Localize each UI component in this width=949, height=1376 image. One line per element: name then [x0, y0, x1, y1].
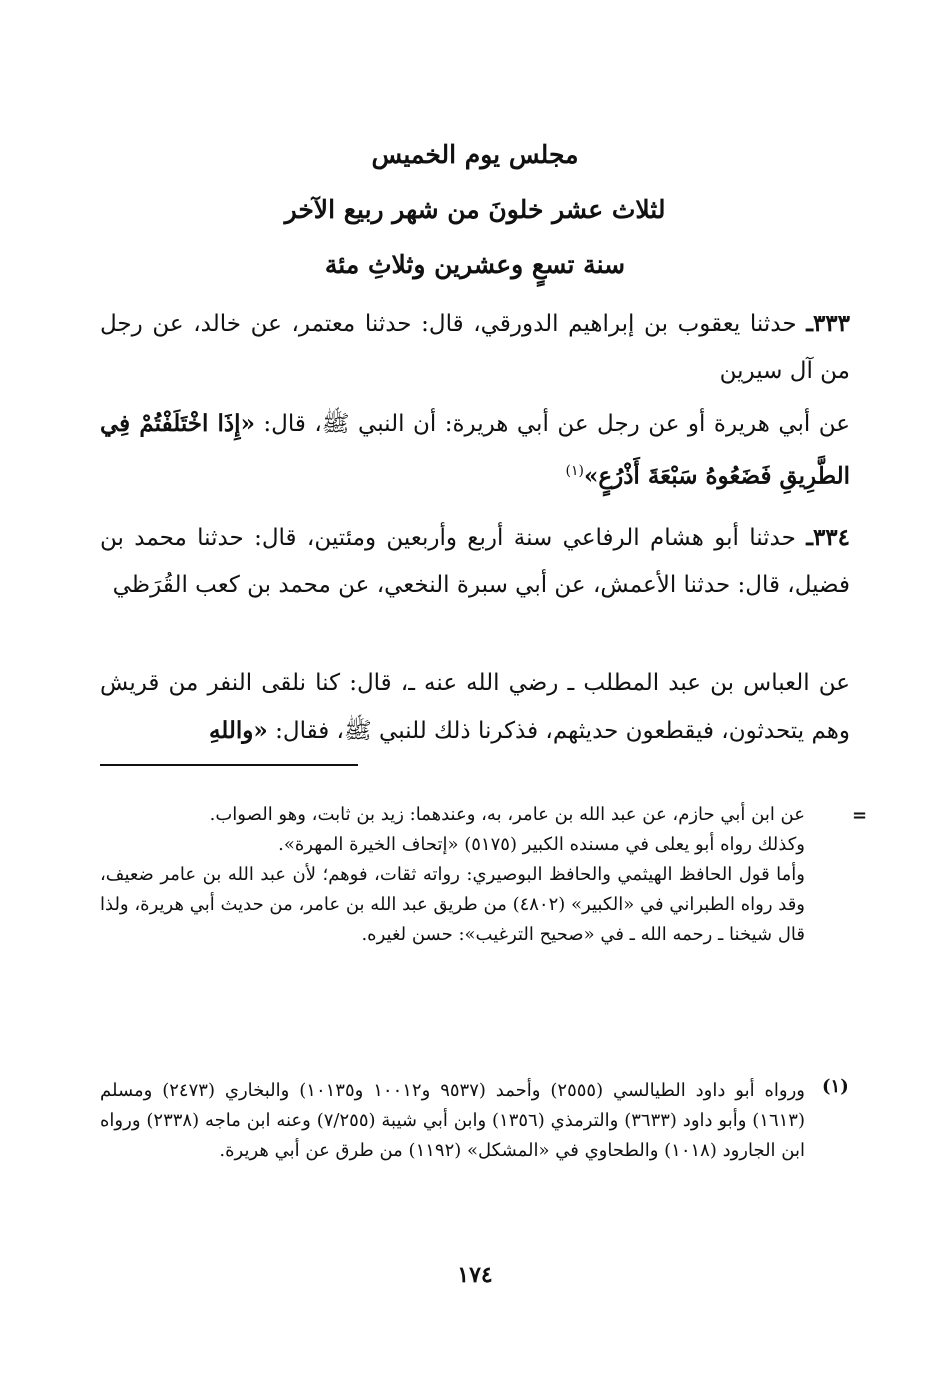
hadith-334-matn [100, 660, 850, 755]
hadith-number: ٣٣٤ـ [806, 524, 850, 551]
session-year: سنة تسعٍ وعشرين وثلاثِ مئة [324, 250, 626, 279]
footnote-continuation [100, 800, 805, 950]
prophetic-quote-start: «واللهِ [208, 717, 268, 744]
hadith-334-isnad [100, 514, 850, 609]
session-title: مجلس يوم الخميس [371, 140, 579, 169]
footnote-continuation-marker: = [852, 805, 868, 826]
footnote-divider [100, 764, 358, 766]
prophetic-quote: «إِذَا اخْتَلَفْتُمْ فِي الطَّرِيقِ فَضَعُوهُ سَبْعَةَ أَذْرُعٍ» [100, 410, 850, 490]
footnote-paragraph: وكذلك رواه أبو يعلى في مسنده الكبير (٥١٧٥) «إتحاف الخيرة المهرة». [278, 834, 805, 855]
hadith-matn-text: عن العباس بن عبد المطلب ـ رضي الله عنه ـ، قال: كنا نلقى النفر من قريش وهم يتحدثون، فيقطعون حديثهم، فذكرنا ذلك للنبي ﷺ، فقال: [100, 670, 850, 744]
hadith-333-isnad [100, 300, 850, 395]
hadith-333-matn [100, 400, 850, 501]
footnote-paragraph: وأما قول الحافظ الهيثمي والحافظ البوصيري: رواته ثقات، فوهم؛ لأن عبد الله بن عامر ضعيف، وقد رواه الطبراني في «الكبير» (٤٨٠٢) من طريق عبد الله بن عامر، من حديث أبي هريرة، ولذا قال شيخنا ـ رحمه الله ـ في «صحيح الترغيب»: حسن لغيره. [100, 864, 805, 945]
footnote-paragraph: عن ابن أبي حازم، عن عبد الله بن عامر، به، وعندهما: زيد بن ثابت، وهو الصواب. [209, 804, 805, 825]
hadith-isnad-text: حدثنا يعقوب بن إبراهيم الدورقي، قال: حدثنا معتمر، عن خالد، عن رجل من آل سيرين [100, 311, 850, 384]
footnote-reference: (١) [565, 463, 584, 479]
footnote-paragraph: ورواه أبو داود الطيالسي (٢٥٥٥) وأحمد (٩٥٣٧ و١٠٠١٢ و١٠١٣٥) والبخاري (٢٤٧٣) ومسلم (١٦١٣) وأبو داود (٣٦٣٣) والترمذي (١٣٥٦) وابن أبي شيبة (٧/٢٥٥) وعنه ابن ماجه (٢٣٣٨) ورواه ابن الجارود (١٠١٨) والطحاوي في «المشكل» (١١٩٢) من طرق عن أبي هريرة. [100, 1080, 806, 1161]
hadith-isnad-text: حدثنا أبو هشام الرفاعي سنة أربع وأربعين ومئتين، قال: حدثنا محمد بن فضيل، قال: حدثنا الأعمش، عن أبي سبرة النخعي، عن محمد بن كعب القُرَظي [100, 525, 850, 598]
hadith-matn-text: عن أبي هريرة أو عن رجل عن أبي هريرة: أن النبي ﷺ، قال: [254, 411, 850, 437]
session-date: لثلاث عشر خلونَ من شهر ربيع الآخر [284, 195, 666, 224]
hadith-number: ٣٣٣ـ [806, 310, 850, 337]
page-number: ١٧٤ [457, 1262, 493, 1288]
footnote-1 [100, 1076, 805, 1166]
footnote-number: (١) [822, 1076, 849, 1097]
